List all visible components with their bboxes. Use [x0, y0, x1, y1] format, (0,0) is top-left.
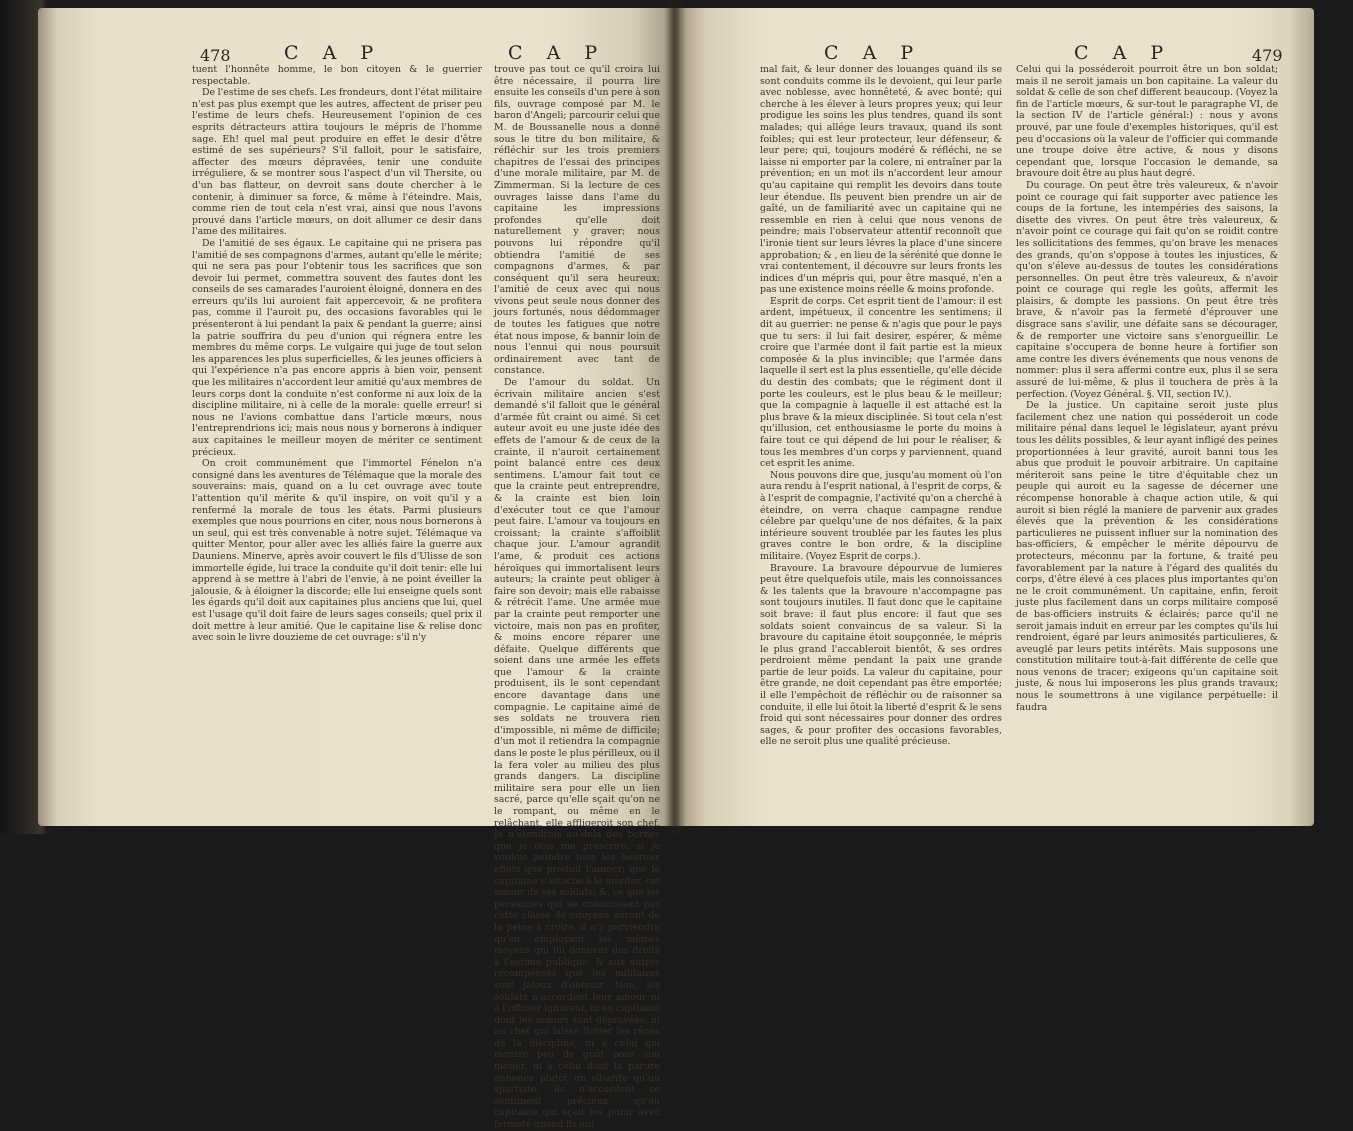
running-head: C A P — [824, 42, 923, 64]
right-page — [674, 8, 1314, 826]
paragraph: De l'estime de ses chefs. Les frondeurs, dont l'état militaire n'est pas plus exempt que les autres, affectent de priser peu l'estime de leurs chefs. Heureusement l'opinion de ces esprits détracteurs attira toujours le mépris de l'homme sage. Eh! quel mal peut produire en effet le desir d'être estimé de ses supérieurs? S'il falloit, pour le satisfaire, affecter des mœurs dépravées, tenir une conduite irréguliere, & se montrer sous l'aspect d'un vil Thersite, ou d'un bas flatteur, on devroit sans doute chercher à le contenir, à diminuer sa force, & même à l'éteindre. Mais, comme rien de tout cela n'est vrai, ainsi que nous l'avons prouvé dans l'article mœurs, on doit allumer ce desir dans l'ame des militaires. — [192, 87, 482, 238]
text-column-2 — [1016, 64, 1278, 824]
paragraph: Esprit de corps. Cet esprit tient de l'amour: il est ardent, impétueux, il concentre les sentimens; il dit au guerrier: ne pense & n'agis que pour le pays que tu sers: il lui fait desirer, espérer, & même croire que l'armée dont il fait partie est la mieux composée & la plus invincible; que l'armée dans laquelle il sert est la plus essentielle, qu'elle décide du destin des combats; que le régiment dont il porte les couleurs, est le plus beau & le meilleur; que la compagnie à laquelle il est attaché est la plus brave & la mieux disciplinée. Si tout cela n'est qu'illusion, cet enthousiasme le porte du moins à faire tout ce qui dépend de lui pour le réaliser, & tous les membres d'un corps y parviennent, quand cet esprit les anime. — [760, 295, 1002, 470]
book-gutter — [664, 0, 686, 834]
running-head: C A P — [1074, 42, 1173, 64]
page-number: 479 — [1252, 46, 1283, 65]
paragraph: trouve pas tout ce qu'il croira lui être nécessaire, il pourra lire ensuite les conseils d'un pere à son fils, ouvrage composé par M. le baron d'Angeli; parcourir celui que M. de Boussanelle nous a donné sous le titre du bon militaire, & réfléchir sur les trois premiers chapitres de l'essai des principes d'une morale militaire, par M. de Zimmerman. Si la lecture de ces ouvrages laisse dans l'ame du capitaine les impressions profondes qu'elle doit naturellement y graver; nous pouvons lui répondre qu'il obtiendra l'amitié de ses compagnons d'armes, & par conséquent qu'il sera heureux: l'amitié de ceux avec qui nous vivons peut seule nous donner des jours fortunés, nous dédommager de toutes les fatigues que notre état nous impose, & bannir loin de nous l'ennui qui nous poursuit ordinairement avec tant de constance. — [494, 64, 660, 377]
paragraph: On croit communément que l'immortel Fénelon n'a consigné dans les aventures de Télémaque que la morale des souverains: mais, quand on a lu cet ouvrage avec toute l'attention qu'il mérite & qu'il inspire, on voit qu'il y a renfermé la morale de tous les états. Parmi plusieurs exemples que nous pourrions en citer, nous nous bornerons à un seul, qui est très convenable à notre sujet. Télémaque va quitter Mentor, pour aller avec les alliés faire la guerre aux Dauniens. Minerve, après avoir couvert le fils d'Ulisse de son immortelle égide, lui trace la conduite qu'il doit tenir: elle lui apprend à se mettre à l'abri de l'envie, à ne point éveiller la jalousie, & à éloigner la discorde; elle lui enseigne quels sont les égards qu'il doit aux capitaines plus anciens que lui, quel est l'usage qu'il doit faire de leurs sages conseils; quel prix il doit mettre à leur amitié. Que le capitaine lise & relise donc avec soin le livre douzieme de cet ouvrage: s'il n'y — [192, 458, 482, 644]
paragraph: De l'amour du soldat. Un écrivain militaire ancien s'est demandé s'il falloit que le général d'armée fût craint ou aimé. Si cet auteur avoit eu une juste idée des effets de l'amour & de ceux de la crainte, il n'auroit certainement point balancé entre ces deux sentimens. L'amour fait tout ce que la crainte peut entreprendre, & la crainte est bien loin d'exécuter tout ce que l'amour peut faire. L'amour va toujours en croissant; la crainte s'affoiblit chaque jour. L'amour agrandit l'ame, & produit ces actions héroïques qui immortalisent leurs auteurs; la crainte peut obliger à faire son devoir; mais elle rabaisse & rétrécit l'ame. Une armée mue par la crainte peut remporter une victoire, mais non pas en profiter, & moins encore réparer une défaite. Quelque différents que soient dans une armée les effets que l'amour & la crainte produisent, ils le sont cependant encore davantage dans une compagnie. Le capitaine aimé de ses soldats ne trouvera rien d'impossible, ni même de difficile; d'un mot il retiendra la compagnie dans le poste le plus périlleux, ou il la fera voler au milieu des plus grands dangers. La discipline militaire sera pour elle un lien sacré, parce qu'elle sçait qu'on ne le rompant, ou même en le relâchant, elle affligeroit son chef. Je n'étendrois au-delà des bornes que je dois me prescrire, si je voulois peindre tous les heureux effets que produit l'amour; que le capitaine s'attache à le mériter, cet amour de ses soldats; &, ce que les personnes qui ne connoissent pas cette classe de citoyens auront de la peine à croire, il n'y parviendra qu'en employant les mêmes moyens qui lui donnent des droits à l'estime publique, & aux autres récompenses que les militaires sont jaloux d'obtenir. Non, les soldats n'accordent leur amour ni à l'officier ignorant, ni au capitaine dont les mœurs sont dépravées, ni au chef qui laisse flotter les rênes de la discipline, ni à celui qui montre peu de goût pour son métier, ni à celui dont la parure annonce plutôt un sibarite qu'un spartiate: ils n'accordent ce sentiment précieux qu'au capitaine qui sçait les punir avec fermeté quand ils ont — [494, 377, 660, 1131]
text-column-1 — [760, 64, 1002, 824]
paragraph: Bravoure. La bravoure dépourvue de lumieres peut être quelquefois utile, mais les connoissances & les talents que la bravoure n'accompagne pas sont toujours inutiles. Il faut donc que le capitaine soit brave: il faut plus encore: il faut que ses soldats soient convaincus de sa valeur. Si la bravoure du capitaine étoit soupçonnée, le mépris le plus grand l'accableroit bientôt, & ses ordres perdroient même pendant la paix une grande partie de leur poids. La valeur du capitaine, pour être grande, ne doit cependant pas être emportée; il elle l'empêchoit de réfléchir ou de raisonner sa conduite, il elle lui ôtoit la liberté d'esprit & le sens froid qui sont nécessaires pour donner des ordres sages, & pour profiter des occasions favorables, elle ne seroit plus une qualité précieuse. — [760, 562, 1002, 748]
text-column-2 — [494, 64, 660, 1131]
paragraph: De l'amitié de ses égaux. Le capitaine qui ne prisera pas l'amitié de ses compagnons d'armes, autant qu'elle le mérite; qui ne sera pas pour l'obtenir tous les sacrifices que son devoir lui permet, commettra souvent des fautes dont les conseils de ses camarades l'auroient éloigné, donnera en des erreurs qu'ils lui auroient fait appercevoir, & ne profitera pas, comme il l'auroit pu, des occasions favorables qui le présenteront à lui pendant la paix & pendant la guerre; ainsi la patrie souffrira du peu d'union qui régnera entre les membres du même corps. Le vulgaire qui juge de tout selon les apparences les plus superficielles, & les jeunes officiers à qui l'expérience n'a pas encore appris à bien voir, pensent que les militaires n'accordent leur amitié qu'aux membres de leurs corps dont la conduite n'est conforme ni aux loix de la discipline militaire, ni à celle de la morale: quelle erreur! si nous ne l'avions combattue dans l'article mœurs, nous l'entreprendrions ici; mais nous nous y bornerons à indiquer aux capitaines le meilleur moyen de mériter ce sentiment précieux. — [192, 237, 482, 458]
paragraph: tuent l'honnête homme, le bon citoyen & le guerrier respectable. — [192, 64, 482, 87]
paragraph: Du courage. On peut être très valeureux, & n'avoir point ce courage qui fait supporter avec patience les coups de la fortune, les intempéries des saisons, la disette des vivres. On peut être très valeureux, & n'avoir point ce courage qui fait qu'on se roidit contre les sollicitations des femmes, qu'on brave les menaces des grands, qu'on s'oppose à toutes les injustices, & qu'on s'éleve au-dessus de toutes les considérations personnelles. On peut être très valeureux, & n'avoir point ce courage qui regle les goûts, affermit les plaisirs, & dompte les passions. On peut être très brave, & n'avoir pas la fermeté d'éprouver une disgrace sans s'avilir, une défaite sans se décourager, & de remporter une victoire sans s'enorgueillir. Le capitaine s'occupera de bonne heure à fortifier son ame contre les divers événements que nous venons de nommer: plus il sera affermi contre eux, plus il se sera assuré de lui-même, & plus il touchera de près à la perfection. (Voyez Général. §. VII, section IV.). — [1016, 179, 1278, 400]
paragraph: Nous pouvons dire que, jusqu'au moment où l'on aura rendu à l'esprit national, à l'esprit de corps, & à l'esprit de compagnie, l'activité qu'on a cherché à éteindre, on verra chaque campagne rendue célebre par quelqu'une de nos défaites, & la paix intérieure souvent troublée par les fautes les plus graves contre le bon ordre, & la discipline militaire. (Voyez Esprit de corps.). — [760, 469, 1002, 562]
paragraph: Celui qui la posséderoit pourroit être un bon soldat; mais il ne seroit jamais un bon capitaine. La valeur du soldat & celle de son chef different beaucoup. (Voyez la fin de l'article mœurs, & sur-tout le paragraphe VI, de la section IV de l'article général:) : nous y avons prouvé, par une foule d'exemples historiques, qu'il est peu d'occasions où la valeur de l'officier qui commande une troupe doive être active, & nous y disons cependant que, lorsque l'occasion le demande, sa bravoure doit être au plus haut degré. — [1016, 64, 1278, 180]
running-head: C A P — [284, 42, 383, 64]
paragraph: mal fait, & leur donner des louanges quand ils se sont conduits comme ils le devoient, qui leur parle avec noblesse, avec honnêteté, & avec bonté; qui cherche à les élever à leurs propres yeux; qui leur prodigue les soins les plus tendres, quand ils sont malades; qui allége leurs travaux, quand ils sont foibles; qui est leur protecteur, leur défenseur, & leur pere; qui, toujours modéré & réfléchi, ne se laisse ni emporter par la colere, ni entraîner par la prévention; en un mot ils n'accordent leur amour qu'au capitaine qui remplit les devoirs dans toute leur étendue. Ils peuvent bien prendre un air de gaîté, un de familiarité avec un capitaine qui ne ressemble en rien à celui que nous venons de peindre; mais l'observateur attentif reconnoît que l'ironie tient sur leurs lévres la place d'une sincere approbation; & , en lieu de la sérénité que donne le vrai contentement, il découvre sur leurs fronts les indices d'un mépris qui, pour être masqué, n'en a pas une existence moins réelle & moins profonde. — [760, 64, 1002, 296]
page-number: 478 — [200, 46, 231, 65]
paragraph: De la justice. Un capitaine seroit juste plus facilement chez une nation qui posséderoit un code militaire pénal dans lequel le législateur, ayant prévu tous les délits possibles, & leur ayant infligé des peines proportionnées à leur gravité, auroit banni tous les abus que produit le pouvoir arbitraire. Un capitaine mériteroit sans peine le titre d'équitable chez un peuple qui auroit eu la sagesse de décerner une récompense honorable à chaque action utile, & qui auroit si bien réglé la maniere de parvenir aux grades élevés que la prévention & les considérations particulieres ne puissent influer sur la nomination des bas-officiers, & empêcher le mérite dépourvu de protecteurs, méconnu par la fortune, & traité peu favorablement par la nature à l'égard des qualités du corps, d'être élevé à ces places plus importantes qu'on ne le croit communément. Un capitaine, enfin, feroit juste plus facilement dans un corps militaire composé de bas-officiers instruits & éclairés; parce qu'il ne seroit jamais induit en erreur par les comptes qu'ils lui rendroient, égaré par leurs animosités particulieres, & aveuglé par leurs petits intérêts. Mais supposons une constitution militaire tout-à-fait différente de celle que nous venons de tracer; exigeons qu'un capitaine soit juste, & nous lui imposerons les plus grands travaux; nous le soumettrons à une vigilance perpétuelle: il faudra — [1016, 400, 1278, 713]
left-page — [38, 8, 674, 1131]
running-head: C A P — [508, 42, 607, 64]
text-column-1 — [192, 64, 482, 824]
